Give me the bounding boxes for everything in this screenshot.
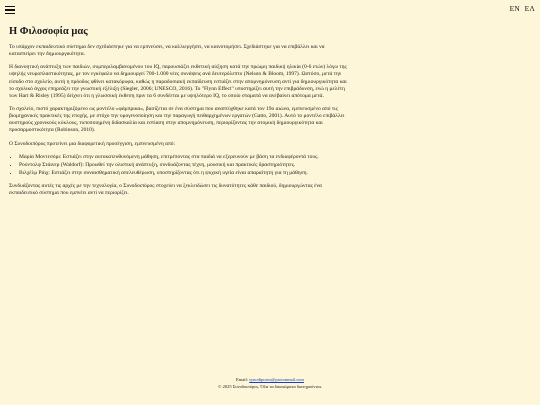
footer: [0, 376, 540, 390]
copyright-text: © 2025 Συνοδοιπόρος. Όλα τα δικαιώματα διατηρούνται.: [218, 384, 322, 390]
list-item: • Βιλχέλμ Ράιχ: Εστιάζει στην συναισθηματική απελευθέρωση, υποστηρίζοντας ότι η ψυχική υγεία είναι απαραίτητη για τη μάθηση.: [19, 170, 349, 177]
hamburger-menu-icon[interactable]: [5, 6, 15, 14]
top-navigation-bar: [0, 0, 540, 20]
philosophy-section: [9, 26, 349, 203]
list-item: • Ρούντολφ Στάινερ (Waldorf): Προωθεί την ολιστική ανάπτυξη, συνδυάζοντας τέχνη, μουσική και πρακτικές δραστηριότητες.: [19, 162, 349, 169]
conclusion-paragraph: Συνδυάζοντας αυτές τις αρχές με την τεχνολογία, ο Συνοδοιπόρος στοχεύει να ξεκλειδώσει τις δυνατότητες κάθε παιδιού, δημιουργώντας ένα εκπαιδευτικό σύστημα που εμπνέει αντί να περιορίζει.: [9, 183, 322, 197]
inspiration-list: [9, 154, 349, 177]
footer-email-line: [0, 376, 540, 383]
factory-model-paragraph: Το σχολείο, πιστό χαρακτηριζόμενο ως μοντέλο «φάμπρικα», βασίζεται σε ένα σύστημα που αναπτύχθηκε κατά τον 19ο αιώνα, εμπνευσμένο από τις βιομηχανικές πρακτικές της εποχής, με στόχο την ομογενοποίηση και την παραγωγή πειθαρχημένων εργατών (Gatto, 2001). Αυτό το μοντέλο επιβάλλει αυστηρούς χρονικούς κύκλους, τυποποιημένη διδασκαλία και εστίαση στην απομνημόνευση, περιορίζοντας την ατομική δημιουργικότητα και προσαρμοστικότητα (Robinson, 2010).: [9, 105, 345, 134]
development-paragraph: Η διανοητική ανάπτυξη των παιδιών, συμπεριλαμβανομένου του IQ, παρουσιάζει εκθετική αύξηση κατά την πρώιμη παιδική ηλικία (0-6 ετών) λόγω της υψηλής νευροπλαστικότητας, με τον εγκέφαλο να δημιουργεί 700-1.000 νέες συνάψεις ανά δευτερόλεπτο (Nelson & Bloom, 1997). Ωστόσο, μετά την είσοδο στο σχολείο, αυτή η πρόοδος φθίνει κατακόρυφα, καθώς η παραδοσιακή εκπαίδευση εστιάζει στην απομνημόνευση αντί για δημιουργικότητα και το σχολικό άγχος επηρεάζει την γνωστική εξέλιξη (Siegler, 2006; UNESCO, 2016). Το "Flynn Effect" υποστηρίζει αυτή την επιβράδυνση, ενώ η μελέτη των Hart & Risley (1995) δείχνει ότι η γλωσσική έκθεση πριν τα 6 συνδέεται με υψηλότερο IQ, το οποίο σταματά να ανεβαίνει απότομα μετά.: [9, 64, 347, 99]
email-label: Email:: [236, 377, 249, 382]
email-link[interactable]: synodiporos@protonmail.com: [249, 377, 304, 382]
language-en-link[interactable]: EN: [509, 4, 520, 13]
intro-paragraph: Το υπάρχον εκπαιδευτικό σύστημα δεν σχεδιάστηκε για να εμπνεύσει, να καλλιεργήσει, να καινοτομήσει. Σχεδιάστηκε για να επιβάλλει και να κατασπείρει την δημιουργικότητα.: [9, 44, 325, 58]
approach-intro-paragraph: Ο Συνοδοιπόρος προτείνει μια διαφορετική προσέγγιση, εμπνευσμένη από:: [9, 140, 176, 147]
language-el-link[interactable]: ΕΛ: [524, 4, 535, 13]
list-item: • Μαρία Μοντεσόρι: Εστιάζει στην αυτοκατευθυνόμενη μάθηση, επιτρέποντας στα παιδιά να εξερευνούν με βάση τα ενδιαφέροντά τους.: [19, 154, 349, 161]
page-title: Η Φιλοσοφία μας: [9, 26, 88, 37]
